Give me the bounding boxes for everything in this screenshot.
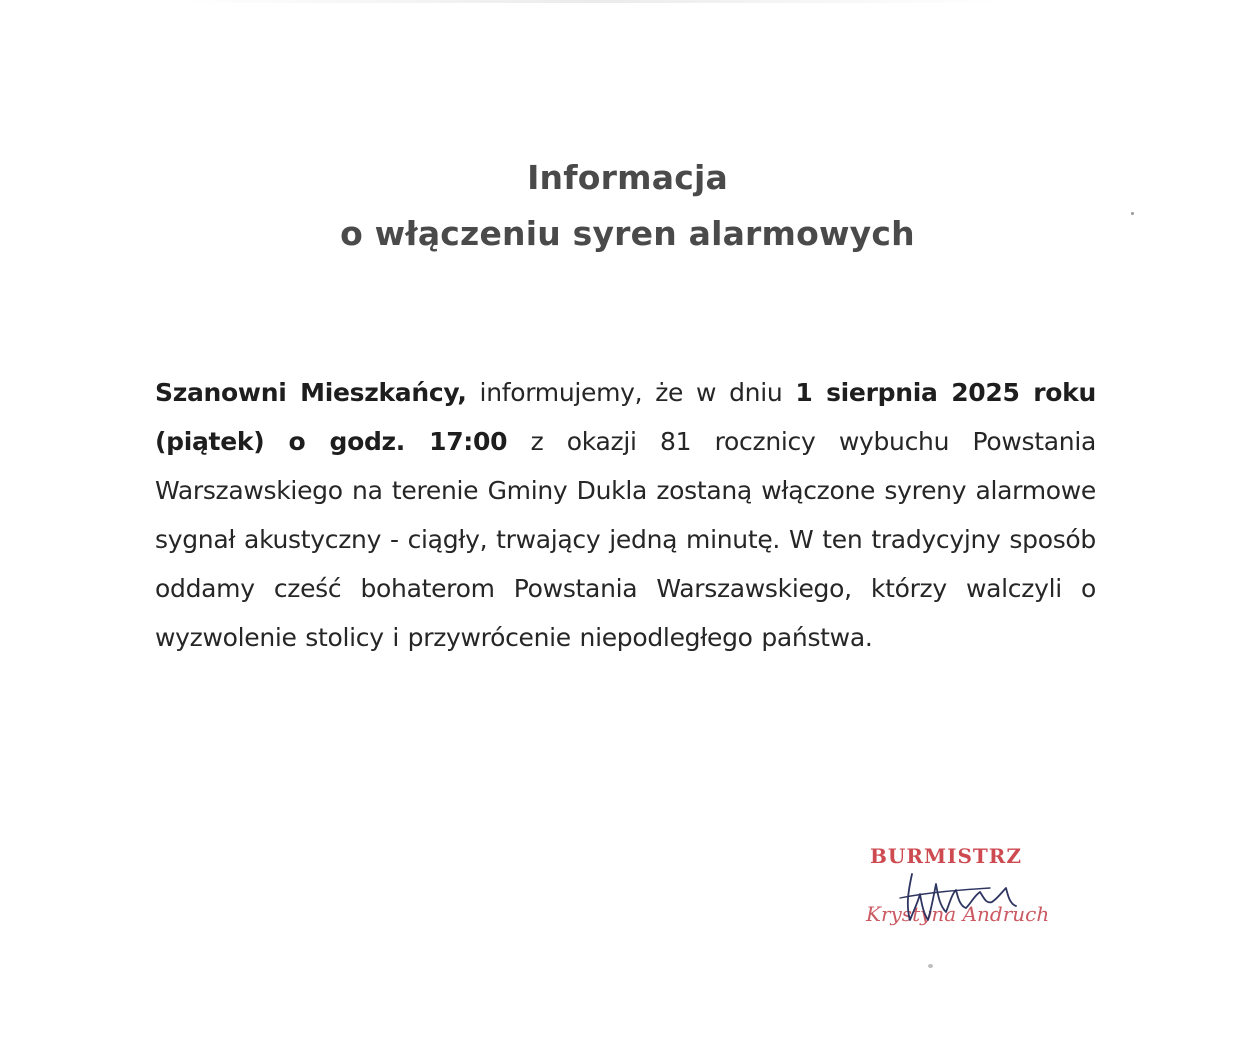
title-line-1: Informacja <box>527 158 728 197</box>
scan-speck <box>1131 212 1134 215</box>
handwritten-signature <box>890 862 1030 932</box>
body-text-intro: informujemy, że w dniu <box>466 378 796 407</box>
announcement-body <box>155 368 1096 662</box>
mayor-stamp <box>840 842 1070 952</box>
stamp-name: Krystyna Andruch <box>866 902 1050 926</box>
greeting: Szanowni Mieszkańcy, <box>155 378 467 407</box>
title-line-2: o włączeniu syren alarmowych <box>340 214 915 253</box>
stamp-title: BURMISTRZ <box>870 844 1023 868</box>
scan-top-edge <box>180 0 1000 3</box>
body-text-main: z okazji 81 rocznicy wybuchu Powstania Warszawskiego na terenie Gminy Dukla zostaną włączone syreny alarmowe sygnał akustyczny - ciągły, trwający jedną minutę. W ten tradycyjny sposób oddamy cześć bohaterom Powstania Warszawskiego, którzy walczyli o wyzwolenie stolicy i przywrócenie niepodległego państwa. <box>155 427 1096 652</box>
scan-speck <box>928 964 933 968</box>
event-date-time: 1 sierpnia 2025 roku (piątek) o godz. 17:00 <box>155 378 1096 456</box>
document-title <box>0 150 1235 262</box>
